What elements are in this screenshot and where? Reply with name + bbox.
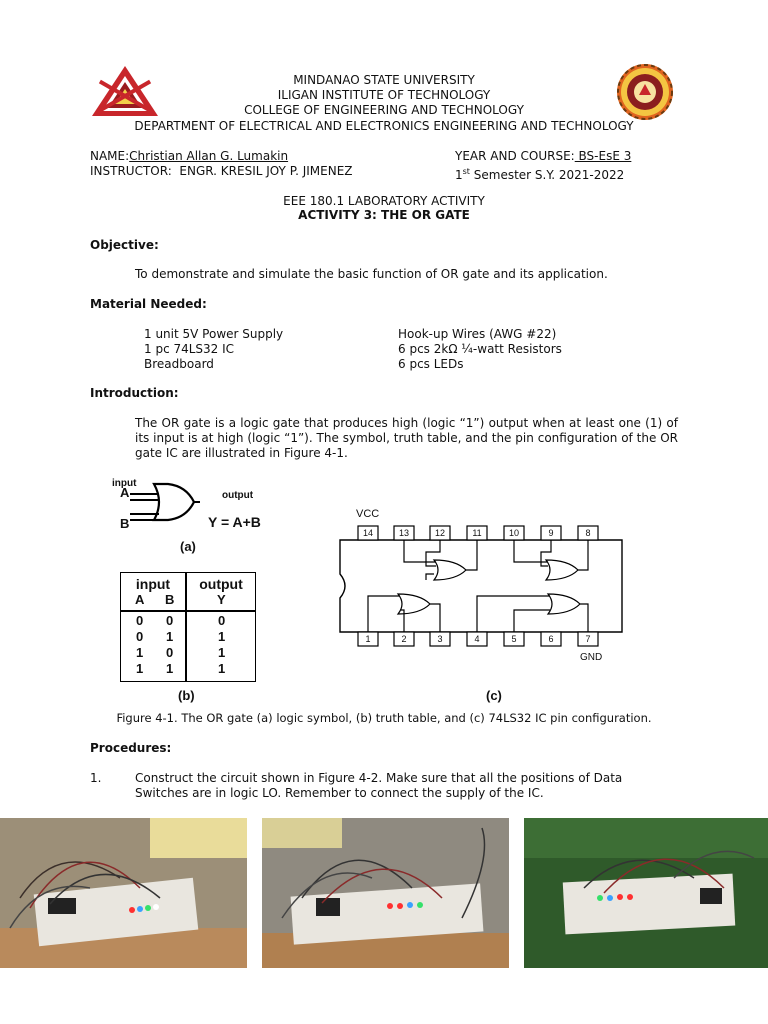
semester-suffix: st	[462, 167, 470, 176]
table-row	[121, 629, 255, 645]
ic-pin-10: 10	[508, 528, 519, 538]
college-name: COLLEGE OF ENGINEERING AND TECHNOLOGY	[244, 103, 524, 117]
semester-line	[455, 164, 624, 183]
table-cell: 0	[166, 645, 174, 660]
output-label: output	[222, 490, 254, 501]
table-cell: 0	[136, 613, 144, 628]
year-course-line	[455, 149, 631, 164]
ic-pin-8: 8	[585, 528, 591, 538]
ic-pin-14: 14	[362, 528, 373, 538]
name-line	[90, 149, 407, 164]
truth-table-col-y: Y	[217, 592, 226, 607]
institute-name: ILIGAN INSTITUTE OF TECHNOLOGY	[277, 88, 491, 102]
ic-pin-3: 3	[437, 634, 443, 644]
course-title: EEE 180.1 LABORATORY ACTIVITY	[283, 194, 485, 208]
material-item: Hook-up Wires (AWG #22)	[398, 327, 557, 341]
instructor-name: ENGR. KRESIL JOY P. JIMENEZ	[179, 164, 353, 178]
figure-c-caption: (c)	[486, 688, 502, 703]
instructor-label: INSTRUCTOR:	[90, 164, 172, 178]
table-row	[121, 613, 255, 629]
university-name: MINDANAO STATE UNIVERSITY	[293, 73, 475, 87]
table-cell: 1	[136, 661, 144, 676]
ic-pin-13: 13	[398, 528, 409, 538]
ic-pin-4: 4	[474, 634, 480, 644]
ic-pin-6: 6	[548, 634, 554, 644]
ic-pin-12: 12	[434, 528, 445, 538]
truth-table-col-b: B	[165, 592, 175, 607]
material-item: 6 pcs LEDs	[398, 357, 464, 371]
table-cell: 1	[166, 629, 174, 644]
table-cell: 0	[218, 613, 226, 628]
activity-title: ACTIVITY 3: THE OR GATE	[298, 208, 470, 222]
truth-table-input-header: input	[135, 576, 171, 592]
step-1-number: 1.	[90, 771, 102, 785]
input-label: input	[112, 478, 137, 489]
instructor-line	[90, 164, 353, 179]
procedures-heading: Procedures:	[90, 741, 172, 755]
input-b-label: B	[120, 516, 130, 531]
objective-text: To demonstrate and simulate the basic function of OR gate and its application.	[135, 267, 608, 281]
circuit-photo-3	[524, 818, 768, 968]
objective-heading: Objective:	[90, 238, 159, 252]
figure-4-1-caption: Figure 4-1. The OR gate (a) logic symbol, (b) truth table, and (c) 74LS32 IC pin configuration.	[116, 711, 652, 725]
circuit-photo-1	[0, 818, 247, 968]
truth-table-output-header: output	[199, 576, 243, 592]
input-a-label: A	[120, 485, 130, 500]
materials-heading: Material Needed:	[90, 297, 207, 311]
table-cell: 0	[136, 629, 144, 644]
semester-number: 1	[455, 168, 463, 182]
ic-pin-configuration	[336, 506, 626, 666]
table-cell: 1	[218, 645, 226, 660]
table-row	[121, 645, 255, 661]
student-name: Christian Allan G. Lumakin	[129, 149, 289, 163]
truth-table-col-a: A	[135, 592, 145, 607]
figure-b-caption: (b)	[178, 688, 195, 703]
material-item: 1 pc 74LS32 IC	[144, 342, 235, 356]
ic-pin-9: 9	[548, 528, 554, 538]
truth-table	[120, 572, 256, 682]
materials-right-list	[398, 327, 562, 372]
or-gate-logic-symbol	[110, 478, 300, 556]
vcc-label: VCC	[356, 508, 380, 520]
table-cell: 1	[218, 661, 226, 676]
table-cell: 0	[166, 613, 174, 628]
truth-table-body	[121, 613, 255, 677]
circuit-photo-2	[262, 818, 509, 968]
table-cell: 1	[136, 645, 144, 660]
figure-a-caption: (a)	[180, 539, 196, 554]
ic-pin-11: 11	[472, 528, 482, 538]
material-item: 1 unit 5V Power Supply	[144, 327, 284, 341]
year-course-value: BS-EsE 3	[574, 149, 632, 163]
semester-text: Semester S.Y. 2021-2022	[469, 168, 625, 182]
or-equation: Y = A+B	[208, 514, 261, 530]
material-item: 6 pcs 2kΩ ¼-watt Resistors	[398, 342, 562, 356]
ic-pin-5: 5	[511, 634, 517, 644]
gnd-label: GND	[580, 652, 603, 663]
name-label: NAME:	[90, 149, 130, 163]
ic-pin-2: 2	[401, 634, 407, 644]
introduction-heading: Introduction:	[90, 386, 179, 400]
table-row	[121, 661, 255, 677]
ic-pin-7: 7	[585, 634, 591, 644]
introduction-text: The OR gate is a logic gate that produces high (logic “1”) output when at least one (1) of its input is at high (logic “1”). The symbol, truth table, and the pin configuration of the OR gate IC are illustrated in Figure 4-1.	[135, 416, 678, 460]
table-cell: 1	[218, 629, 226, 644]
table-cell: 1	[166, 661, 174, 676]
year-course-label: YEAR AND COURSE:	[455, 149, 575, 163]
department-name: DEPARTMENT OF ELECTRICAL AND ELECTRONICS ENGINEERING AND TECHNOLOGY	[134, 119, 634, 133]
ic-pin-1: 1	[365, 634, 371, 644]
material-item: Breadboard	[144, 357, 214, 371]
materials-left-list	[144, 327, 283, 372]
step-1-text: Construct the circuit shown in Figure 4-2. Make sure that all the positions of Data Switches are in logic LO. Remember to connect the supply of the IC.	[135, 771, 623, 800]
